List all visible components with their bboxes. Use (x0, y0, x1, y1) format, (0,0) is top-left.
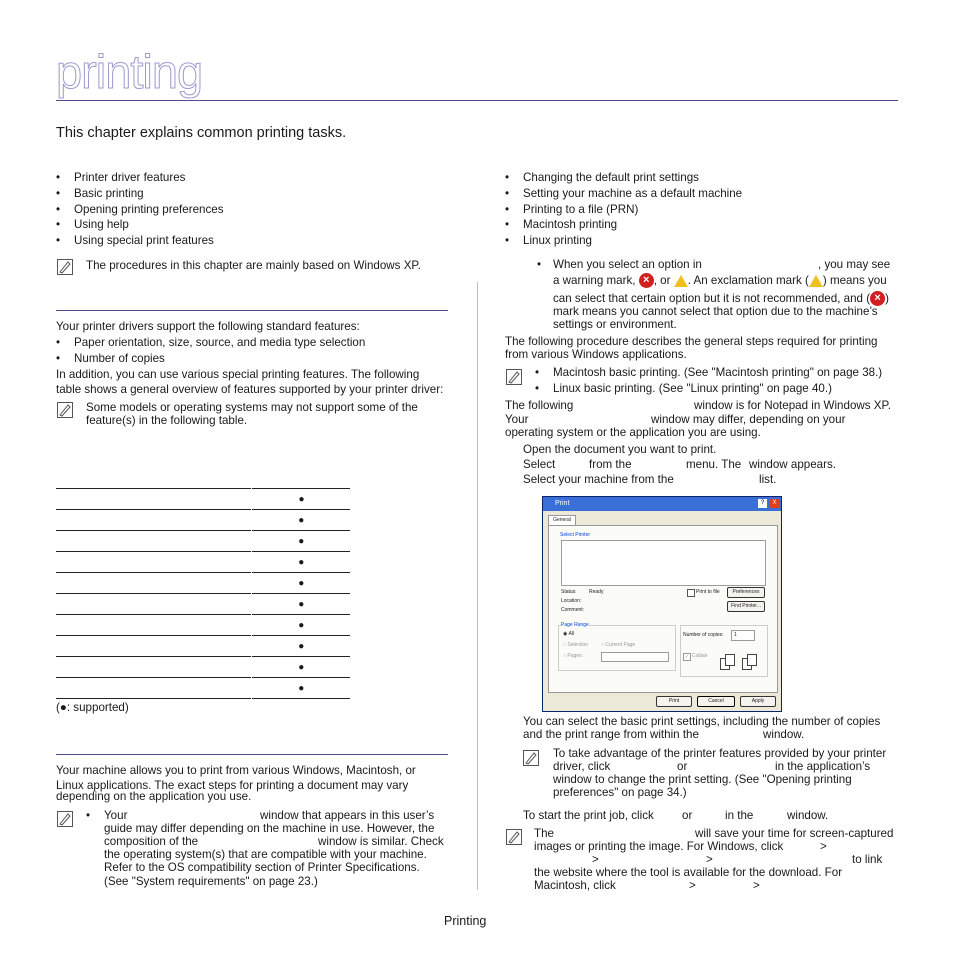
toc-item[interactable]: • Using special print features (74, 233, 214, 249)
toc-item[interactable]: • Linux printing (523, 233, 592, 249)
tip-text: images or printing the image. For Windows, click (534, 840, 784, 853)
printer-list[interactable] (561, 540, 766, 586)
tip-text: > (592, 853, 599, 866)
radio-all[interactable]: ◉ All (563, 631, 575, 637)
toc-item[interactable]: • Macintosh printing (523, 217, 617, 233)
basic-text: Linux applications. The exact steps for printing a document may vary (56, 779, 409, 792)
radio-current-page[interactable]: ○ Current Page (601, 642, 636, 648)
tip-text: to link (852, 853, 883, 866)
step-text: Select your machine from the (523, 473, 674, 486)
warn-text: , you may see (818, 258, 891, 271)
warn-text: settings or environment. (553, 318, 677, 331)
page-footer: Printing (444, 914, 487, 928)
collate-pages-icon (725, 654, 735, 666)
note-text: Refer to the OS compatibility section of Printer Specifications. (104, 861, 420, 874)
toc-item[interactable]: • Using help (74, 217, 129, 233)
note-icon (523, 750, 539, 766)
print-to-file-checkbox[interactable] (687, 589, 695, 597)
warn-text-part: can select that certain option but it is not recommended, and ( (553, 292, 871, 305)
tip-text: > (820, 840, 827, 853)
general-panel (548, 525, 778, 693)
table-row (56, 594, 350, 615)
warn-text (553, 273, 887, 289)
feature-item: • Number of copies (74, 351, 165, 367)
tip-text: > (706, 853, 713, 866)
note-text: window that appears in this user’s (260, 809, 435, 822)
toc-item[interactable]: • Printer driver features (74, 170, 185, 186)
dialog-title: Print (555, 500, 570, 507)
note-text: composition of the (104, 835, 199, 848)
tip-text: will save your time for screen-captured (695, 827, 894, 840)
note-text: To take advantage of the printer features provided by your printer (553, 747, 887, 760)
table-row (56, 552, 350, 573)
dialog-titlebar (543, 497, 781, 511)
body-text: The following (505, 399, 574, 412)
note-icon (57, 259, 73, 275)
note-text: feature(s) in the following table. (86, 414, 248, 427)
toc-item[interactable]: • Opening printing preferences (74, 202, 224, 218)
toc-item[interactable]: • Printing to a file (PRN) (523, 202, 638, 218)
procedure-text: from various Windows applications. (505, 348, 687, 361)
features-text: In addition, you can use various special printing features. The following (56, 368, 420, 381)
supported-mark: ● (253, 489, 351, 510)
tab-general[interactable]: General (548, 515, 576, 525)
step-text: Open the document you want to print. (523, 443, 717, 456)
radio-selection[interactable]: ○ Selection (563, 642, 588, 648)
print-to-file-label: Print to file (696, 589, 720, 595)
note-link[interactable]: • Macintosh basic printing. (See "Macintosh printing" on page 38.) (553, 365, 882, 381)
collate-pages-icon (747, 654, 757, 666)
note-text: Your (104, 809, 128, 822)
tip-text: the website where the tool is available for the download. For (534, 866, 843, 879)
supported-mark: ● (253, 573, 351, 594)
table-row (56, 531, 350, 552)
step-text: from the (589, 458, 632, 471)
step-text: list. (759, 473, 777, 486)
help-button[interactable]: ? (758, 499, 767, 508)
supported-mark: ● (253, 678, 351, 699)
print-dialog (542, 496, 782, 712)
table-divider (251, 466, 252, 700)
note-text: driver, click (553, 760, 611, 773)
print-button[interactable]: Print (656, 696, 692, 707)
warn-text: mark means you cannot select that option due to the machine’s (553, 305, 878, 318)
note-icon (506, 369, 522, 385)
note-text: or (677, 760, 688, 773)
body-text: window may differ, depending on your (651, 413, 846, 426)
body-text: Your (505, 413, 529, 426)
feature-item: • Paper orientation, size, source, and media type selection (74, 335, 365, 351)
start-job-text: in the (725, 809, 754, 822)
table-row (56, 657, 350, 678)
supported-mark: ● (253, 615, 351, 636)
start-job-text: To start the print job, click (523, 809, 654, 822)
current-page-label: Current Page (605, 642, 636, 648)
note-icon (57, 402, 73, 418)
basic-text: depending on the application you use. (56, 790, 252, 803)
table-row (56, 489, 350, 510)
supported-mark: ● (253, 636, 351, 657)
supported-mark: ● (253, 657, 351, 678)
note-text: window to change the print setting. (See "Opening printing (553, 773, 852, 786)
body-text: operating system or the application you are using. (505, 426, 761, 439)
chapter-intro: This chapter explains common printing tasks. (56, 125, 347, 141)
note-link[interactable]: • Linux basic printing. (See "Linux printing" on page 40.) (553, 381, 832, 397)
page-title: printing (56, 45, 203, 98)
note-text: The procedures in this chapter are mainly based on Windows XP. (86, 259, 421, 272)
table-row (56, 510, 350, 531)
page-range-label: Page Range (561, 622, 589, 628)
note-bullet: • (86, 809, 91, 822)
page-range-group (558, 625, 676, 671)
note-text: guide may differ depending on the machine in use. However, the (104, 822, 435, 835)
procedure-text: The following procedure describes the general steps required for printing (505, 335, 878, 348)
error-x-icon: × (870, 291, 885, 306)
table-row (56, 573, 350, 594)
table-legend: (●: supported) (56, 701, 129, 714)
collate-label: Collate (692, 653, 708, 659)
step-text: window appears. (749, 458, 837, 471)
toc-item[interactable]: • Setting your machine as a default machine (523, 186, 742, 202)
close-button[interactable]: X (770, 499, 779, 508)
note-text: window is similar. Check (318, 835, 444, 848)
warn-text: When you select an option in (553, 258, 702, 271)
find-printer-button[interactable]: Find Printer... (727, 601, 765, 612)
tip-text: Macintosh, click (534, 879, 616, 892)
radio-pages[interactable]: ○ Pages: (563, 653, 583, 659)
warn-text-part: , or (653, 274, 671, 287)
features-text: Your printer drivers support the following standard features: (56, 320, 360, 333)
note-text: preferences" on page 34.) (553, 786, 687, 799)
copies-label: Number of copies: (683, 632, 724, 638)
table-row (56, 678, 350, 699)
body-text: window is for Notepad in Windows XP. (694, 399, 891, 412)
collate-checkbox[interactable]: ✓ (684, 654, 690, 660)
note-text: (See "System requirements" on page 23.) (104, 875, 318, 888)
step-text: Select (523, 458, 556, 471)
pages-label: Pages: (567, 653, 583, 659)
status-value: Ready (589, 589, 604, 595)
supported-mark: ● (253, 552, 351, 573)
title-rule (56, 100, 898, 101)
cancel-button[interactable]: Cancel (697, 696, 735, 707)
warning-triangle-icon (809, 275, 823, 287)
tip-text: > (689, 879, 696, 892)
tip-text: > (753, 879, 760, 892)
column-divider (477, 282, 478, 890)
note-text: the operating system(s) that are compatible with your machine. (104, 848, 427, 861)
preferences-button[interactable]: Preferences (727, 587, 765, 598)
after-dialog-text: and the print range from within the (523, 728, 699, 741)
pages-input[interactable] (601, 652, 669, 662)
start-job-text: or (682, 809, 693, 822)
supported-mark: ● (253, 531, 351, 552)
section-rule (56, 754, 448, 755)
copies-input[interactable]: 1 (731, 630, 755, 641)
after-dialog-text: You can select the basic print settings, including the number of copies (523, 715, 881, 728)
section-rule (56, 310, 448, 311)
basic-text: Your machine allows you to print from various Windows, Macintosh, or (56, 764, 416, 777)
warning-triangle-icon (674, 275, 688, 287)
warn-text-part: ) means you (822, 274, 887, 287)
note-icon (506, 829, 522, 845)
warn-text-part: ) (885, 292, 889, 305)
note-text: in the application’s (775, 760, 871, 773)
select-printer-label: Select Printer (560, 532, 591, 538)
features-text: table shows a general overview of features supported by your printer driver: (56, 383, 444, 396)
warn-text-part: . An exclamation mark ( (687, 274, 809, 287)
table-header (56, 466, 350, 489)
note-icon (57, 811, 73, 827)
comment-label: Comment: (561, 607, 585, 613)
after-dialog-text: window. (763, 728, 805, 741)
bullet: • (537, 258, 542, 271)
table-row (56, 636, 350, 657)
table-row (56, 615, 350, 636)
step-text: menu. The (686, 458, 742, 471)
warn-text-part: a warning mark, (553, 274, 636, 287)
supported-mark: ● (253, 510, 351, 531)
supported-mark: ● (253, 594, 351, 615)
apply-button[interactable]: Apply (740, 696, 776, 707)
status-label: Status: (561, 589, 577, 595)
note-text: Some models or operating systems may not support some of the (86, 401, 418, 414)
start-job-text: window. (787, 809, 829, 822)
all-label: All (568, 631, 575, 637)
toc-item[interactable]: • Changing the default print settings (523, 170, 699, 186)
toc-item[interactable]: • Basic printing (74, 186, 144, 202)
location-label: Location: (561, 598, 582, 604)
tip-text: The (534, 827, 554, 840)
feature-table (56, 466, 350, 699)
selection-label: Selection (567, 642, 588, 648)
error-x-icon: × (639, 273, 654, 288)
